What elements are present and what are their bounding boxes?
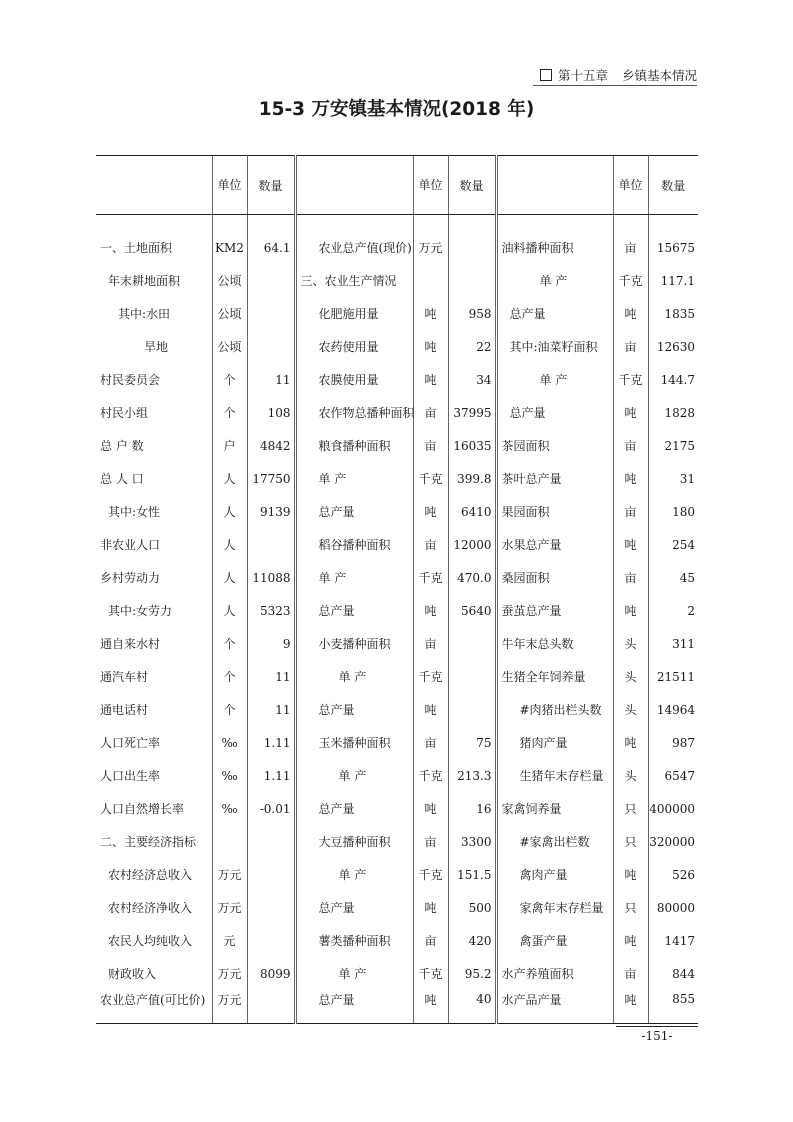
table-row	[96, 858, 698, 891]
unit-cell: 亩	[413, 825, 448, 858]
unit-cell: 吨	[613, 528, 648, 561]
table-row	[96, 957, 698, 990]
unit-cell: 亩	[413, 924, 448, 957]
table-row	[96, 264, 698, 297]
item-name-cell: 茶叶总产量	[501, 472, 562, 486]
item-name-cell: 人口自然增长率	[100, 802, 185, 816]
value-cell: 1.11	[247, 726, 295, 759]
table-row	[96, 297, 698, 330]
value-cell: 108	[247, 396, 295, 429]
unit-cell: 亩	[613, 561, 648, 594]
item-name-cell: 人口死亡率	[100, 736, 161, 750]
value-cell: 80000	[656, 900, 695, 915]
value-cell: 144.7	[660, 372, 695, 387]
chapter-number: 第十五章	[557, 68, 608, 83]
item-name-cell: 禽蛋产量	[519, 934, 568, 948]
item-name-cell: 通自来水村	[100, 637, 161, 651]
unit-cell: 吨	[613, 924, 648, 957]
value-cell: 34	[448, 363, 496, 396]
unit-cell: 亩	[413, 429, 448, 462]
table-row	[96, 363, 698, 396]
value-cell	[247, 858, 295, 891]
value-cell: 95.2	[448, 957, 496, 990]
value-cell: 21511	[656, 669, 695, 684]
table-row	[96, 627, 698, 660]
unit-cell: 吨	[413, 330, 448, 363]
value-cell: 64.1	[247, 215, 295, 265]
value-cell: 180	[672, 504, 695, 519]
value-cell: 4842	[247, 429, 295, 462]
value-cell	[247, 297, 295, 330]
item-name-cell: 单 产	[338, 769, 367, 783]
unit-cell: 亩	[413, 396, 448, 429]
table-row	[96, 429, 698, 462]
item-name-cell: 农作物总播种面积	[318, 406, 415, 420]
unit-cell: 亩	[613, 429, 648, 462]
item-name-cell: 农膜使用量	[318, 373, 379, 387]
item-name-cell: 总产量	[318, 901, 355, 915]
item-name-cell: 粮食播种面积	[318, 439, 391, 453]
value-cell: 37995	[448, 396, 496, 429]
item-name-cell: 乡村劳动力	[100, 571, 161, 585]
value-cell: 22	[448, 330, 496, 363]
value-cell	[247, 891, 295, 924]
item-name-cell: 总产量	[318, 604, 355, 618]
unit-cell: 只	[613, 825, 648, 858]
item-name-cell: 财政收入	[108, 967, 157, 981]
value-cell: -0.01	[247, 792, 295, 825]
value-cell: 1417	[664, 933, 695, 948]
unit-cell: ‰	[212, 792, 247, 825]
item-name-cell: 家禽年末存栏量	[519, 901, 604, 915]
unit-cell: 千克	[613, 363, 648, 396]
header-qty-2: 数量	[448, 156, 496, 215]
value-cell: 16035	[448, 429, 496, 462]
unit-cell: 吨	[613, 726, 648, 759]
page-title: 15-3 万安镇基本情况(2018 年)	[258, 99, 535, 120]
value-cell: 470.0	[448, 561, 496, 594]
value-cell: 1828	[664, 405, 695, 420]
unit-cell: 万元	[212, 990, 247, 1023]
page-number: -151-	[616, 1026, 698, 1043]
item-name-cell: 单 产	[338, 670, 367, 684]
unit-cell: 人	[212, 594, 247, 627]
value-cell: 15675	[656, 240, 695, 255]
value-cell: 500	[448, 891, 496, 924]
chapter-section: 乡镇基本情况	[621, 68, 697, 83]
unit-cell: 公顷	[212, 264, 247, 297]
item-name-cell: 农村经济净收入	[108, 901, 193, 915]
header-unit-3: 单位	[613, 156, 648, 215]
unit-cell: 吨	[613, 462, 648, 495]
unit-cell: 吨	[413, 363, 448, 396]
item-name-cell: 总产量	[318, 505, 355, 519]
value-cell: 213.3	[448, 759, 496, 792]
item-name-cell: 农业总产值(可比价)	[96, 990, 212, 1023]
table-row	[96, 660, 698, 693]
value-cell	[448, 264, 496, 297]
header-item-3	[496, 156, 613, 215]
item-name-cell: 茶园面积	[501, 439, 550, 453]
unit-cell: 个	[212, 660, 247, 693]
unit-cell: 吨	[613, 594, 648, 627]
value-cell	[247, 990, 295, 1023]
item-name-cell: 小麦播种面积	[318, 637, 391, 651]
table-row	[96, 726, 698, 759]
table-row	[96, 528, 698, 561]
unit-cell: 吨	[413, 594, 448, 627]
unit-cell: 吨	[413, 990, 448, 1023]
item-name-cell: 其中:女劳力	[108, 604, 173, 618]
item-name-cell: #家禽出栏数	[519, 835, 590, 849]
unit-cell	[413, 264, 448, 297]
item-name-cell: 蚕茧总产量	[501, 604, 562, 618]
value-cell	[247, 330, 295, 363]
unit-cell: 头	[613, 759, 648, 792]
item-name-cell: 单 产	[318, 472, 347, 486]
unit-cell: 只	[613, 891, 648, 924]
item-name-cell: 水果总产量	[501, 538, 562, 552]
item-name-cell: 总 户 数	[100, 439, 144, 453]
item-name-cell: 二、主要经济指标	[100, 835, 197, 849]
item-name-cell: 非农业人口	[100, 538, 161, 552]
unit-cell: 元	[212, 924, 247, 957]
value-cell: 1835	[664, 306, 695, 321]
table-row	[96, 495, 698, 528]
unit-cell: ‰	[212, 726, 247, 759]
value-cell: 3300	[448, 825, 496, 858]
item-name-cell: 农民人均纯收入	[108, 934, 193, 948]
value-cell: 400000	[649, 801, 695, 816]
unit-cell: 吨	[613, 858, 648, 891]
table-row	[96, 330, 698, 363]
item-name-cell: 总产量	[509, 307, 546, 321]
unit-cell: 吨	[613, 396, 648, 429]
value-cell: 12000	[448, 528, 496, 561]
value-cell: 8099	[247, 957, 295, 990]
table-row	[96, 693, 698, 726]
item-name-cell: 水产品产量	[496, 990, 613, 1023]
item-name-cell: 单 产	[338, 967, 367, 981]
item-name-cell: 旱地	[144, 340, 169, 354]
item-name-cell: 单 产	[539, 274, 568, 288]
item-name-cell: 通电话村	[100, 703, 149, 717]
value-cell: 11088	[247, 561, 295, 594]
item-name-cell: 水产养殖面积	[501, 967, 574, 981]
value-cell: 399.8	[448, 462, 496, 495]
item-name-cell: 村民小组	[100, 406, 149, 420]
unit-cell: 吨	[413, 495, 448, 528]
item-name-cell: 农药使用量	[318, 340, 379, 354]
item-name-cell: 总产量	[509, 406, 546, 420]
unit-cell: 个	[212, 396, 247, 429]
value-cell: 1.11	[247, 759, 295, 792]
value-cell: 855	[648, 990, 698, 1023]
unit-cell	[212, 825, 247, 858]
statistics-table	[96, 155, 698, 1024]
table-row	[96, 990, 698, 1023]
value-cell	[448, 627, 496, 660]
unit-cell: 亩	[613, 495, 648, 528]
value-cell: 45	[679, 570, 695, 585]
unit-cell: 人	[212, 528, 247, 561]
item-name-cell: 人口出生率	[100, 769, 161, 783]
value-cell: 6410	[448, 495, 496, 528]
value-cell: 5640	[448, 594, 496, 627]
value-cell: 320000	[649, 834, 695, 849]
value-cell: 17750	[247, 462, 295, 495]
item-name-cell: 农业总产值(现价)	[318, 241, 412, 255]
unit-cell: 万元	[413, 215, 448, 265]
unit-cell: 头	[613, 660, 648, 693]
item-name-cell: 玉米播种面积	[318, 736, 391, 750]
item-name-cell: 单 产	[318, 571, 347, 585]
unit-cell: 个	[212, 363, 247, 396]
unit-cell: 亩	[613, 330, 648, 363]
value-cell: 958	[448, 297, 496, 330]
value-cell: 151.5	[448, 858, 496, 891]
unit-cell: 人	[212, 495, 247, 528]
value-cell: 987	[672, 735, 695, 750]
header-item-1	[96, 156, 212, 215]
item-name-cell: 禽肉产量	[519, 868, 568, 882]
item-name-cell: 其中:水田	[118, 307, 171, 321]
unit-cell: 公顷	[212, 297, 247, 330]
item-name-cell: 总产量	[318, 802, 355, 816]
item-name-cell: 一、土地面积	[100, 241, 173, 255]
item-name-cell: 薯类播种面积	[318, 934, 391, 948]
item-name-cell: 牛年末总头数	[501, 637, 574, 651]
unit-cell: 亩	[613, 215, 648, 265]
unit-cell: 吨	[413, 792, 448, 825]
unit-cell: 个	[212, 627, 247, 660]
unit-cell: 人	[212, 561, 247, 594]
unit-cell: 千克	[413, 462, 448, 495]
value-cell: 40	[448, 990, 496, 1023]
value-cell: 844	[672, 966, 695, 981]
unit-cell: 亩	[413, 627, 448, 660]
table-row	[96, 924, 698, 957]
value-cell	[247, 528, 295, 561]
value-cell: 75	[448, 726, 496, 759]
item-name-cell: 化肥施用量	[318, 307, 379, 321]
item-name-cell: 通汽车村	[100, 670, 149, 684]
item-name-cell: 三、农业生产情况	[300, 274, 397, 288]
item-name-cell: 总 人 口	[100, 472, 144, 486]
value-cell	[448, 693, 496, 726]
unit-cell: 吨	[613, 990, 648, 1023]
item-name-cell: #肉猪出栏头数	[519, 703, 602, 717]
item-name-cell: 生猪年末存栏量	[519, 769, 604, 783]
item-name-cell: 农村经济总收入	[108, 868, 193, 882]
header-unit-1: 单位	[212, 156, 247, 215]
value-cell: 16	[448, 792, 496, 825]
item-name-cell: 油料播种面积	[501, 241, 574, 255]
unit-cell: 个	[212, 693, 247, 726]
table-row	[96, 396, 698, 429]
unit-cell: 千克	[413, 957, 448, 990]
table-row	[96, 462, 698, 495]
value-cell: 311	[672, 636, 695, 651]
value-cell: 420	[448, 924, 496, 957]
value-cell: 12630	[656, 339, 695, 354]
square-icon	[540, 69, 552, 81]
header-item-2	[295, 156, 413, 215]
item-name-cell: 猪肉产量	[519, 736, 568, 750]
value-cell	[448, 215, 496, 265]
table-row	[96, 891, 698, 924]
table-header-row	[96, 156, 698, 215]
unit-cell: 千克	[413, 561, 448, 594]
table-row	[96, 792, 698, 825]
unit-cell: 头	[613, 627, 648, 660]
unit-cell: 亩	[413, 726, 448, 759]
item-name-cell: 稻谷播种面积	[318, 538, 391, 552]
unit-cell: 千克	[613, 264, 648, 297]
header-qty-3: 数量	[648, 156, 698, 215]
unit-cell: 吨	[413, 891, 448, 924]
table-row	[96, 594, 698, 627]
unit-cell: 头	[613, 693, 648, 726]
value-cell: 2175	[664, 438, 695, 453]
item-name-cell: 年末耕地面积	[108, 274, 181, 288]
value-cell: 9	[247, 627, 295, 660]
table-row	[96, 561, 698, 594]
value-cell: 11	[247, 693, 295, 726]
value-cell: 2	[687, 603, 695, 618]
unit-cell: 人	[212, 462, 247, 495]
chapter-header	[540, 66, 697, 84]
item-name-cell: 单 产	[338, 868, 367, 882]
unit-cell: 千克	[413, 660, 448, 693]
unit-cell: 万元	[212, 858, 247, 891]
item-name-cell: 总产量	[295, 990, 413, 1023]
value-cell	[247, 825, 295, 858]
item-name-cell: 其中:女性	[108, 505, 161, 519]
value-cell: 526	[672, 867, 695, 882]
value-cell: 5323	[247, 594, 295, 627]
value-cell: 254	[672, 537, 695, 552]
item-name-cell: 生猪全年饲养量	[501, 670, 586, 684]
unit-cell: 吨	[613, 297, 648, 330]
unit-cell: 户	[212, 429, 247, 462]
item-name-cell: 单 产	[539, 373, 568, 387]
unit-cell: 亩	[613, 957, 648, 990]
unit-cell: 只	[613, 792, 648, 825]
item-name-cell: 村民委员会	[100, 373, 161, 387]
value-cell: 117.1	[660, 273, 695, 288]
item-name-cell: 家禽饲养量	[501, 802, 562, 816]
table-row	[96, 825, 698, 858]
value-cell	[247, 924, 295, 957]
value-cell: 14964	[656, 702, 695, 717]
unit-cell: 吨	[413, 297, 448, 330]
unit-cell: 千克	[413, 759, 448, 792]
unit-cell: 千克	[413, 858, 448, 891]
header-rule	[533, 85, 697, 86]
value-cell: 11	[247, 363, 295, 396]
unit-cell: 公顷	[212, 330, 247, 363]
header-unit-2: 单位	[413, 156, 448, 215]
item-name-cell: 桑园面积	[501, 571, 550, 585]
value-cell	[247, 264, 295, 297]
header-qty-1: 数量	[247, 156, 295, 215]
value-cell: 9139	[247, 495, 295, 528]
value-cell: 11	[247, 660, 295, 693]
table-row	[96, 759, 698, 792]
table-row	[96, 215, 698, 265]
item-name-cell: 大豆播种面积	[318, 835, 391, 849]
item-name-cell: 其中:油菜籽面积	[509, 340, 598, 354]
unit-cell: ‰	[212, 759, 247, 792]
value-cell	[448, 660, 496, 693]
unit-cell: KM2	[212, 215, 247, 265]
unit-cell: 吨	[413, 693, 448, 726]
unit-cell: 万元	[212, 891, 247, 924]
value-cell: 6547	[664, 768, 695, 783]
unit-cell: 万元	[212, 957, 247, 990]
value-cell: 31	[679, 471, 695, 486]
item-name-cell: 果园面积	[501, 505, 550, 519]
item-name-cell: 总产量	[318, 703, 355, 717]
unit-cell: 亩	[413, 528, 448, 561]
